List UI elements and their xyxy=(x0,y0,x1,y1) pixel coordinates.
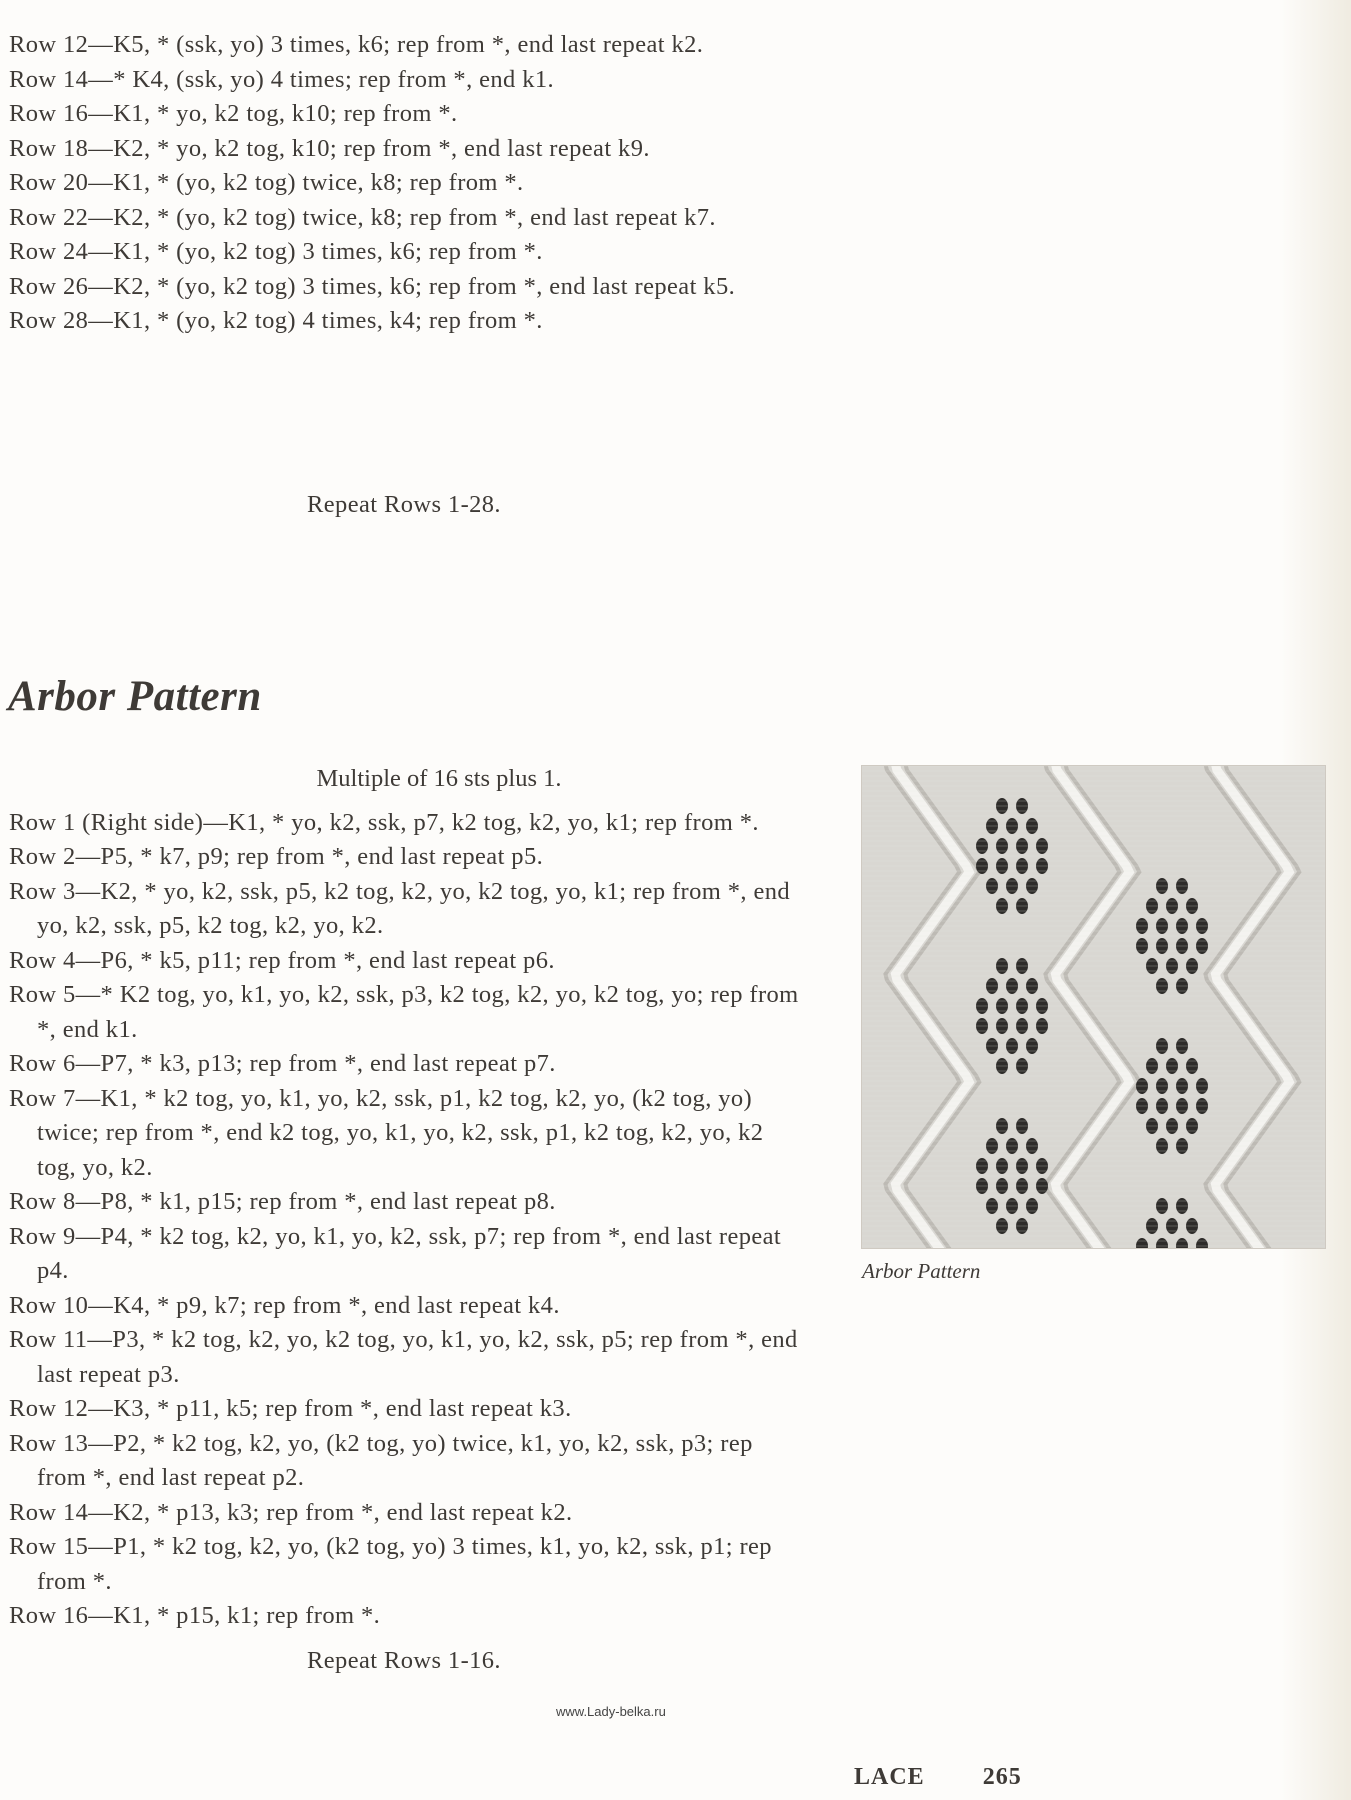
stitch-multiple: Multiple of 16 sts plus 1. xyxy=(316,765,562,792)
instruction-row: Row 8—P8, * k1, p15; rep from *, end last repeat p8. xyxy=(9,1188,556,1215)
instruction-row: Row 1 (Right side)—K1, * yo, k2, ssk, p7, k2 tog, k2, yo, k1; rep from *. xyxy=(9,808,759,836)
instruction-row: Row 14—* K4, (ssk, yo) 4 times; rep from *, end k1. xyxy=(9,65,555,93)
instruction-row: Row 7—K1, * k2 tog, yo, k1, yo, k2, ssk, p1, k2 tog, k2, yo, (k2 tog, yo) twice; rep from *, end k2 tog, yo, k1, yo, k2, ssk, p1, k2 tog, k2, yo, k2 tog, yo, k2. xyxy=(9,1084,764,1181)
instruction-row: Row 24—K1, * (yo, k2 tog) 3 times, k6; rep from *. xyxy=(9,238,543,265)
instruction-row: Row 16—K1, * yo, k2 tog, k10; rep from *. xyxy=(9,100,458,127)
footer-section-label: LACE xyxy=(854,1764,925,1790)
repeat-note: Repeat Rows 1-28. xyxy=(307,491,501,518)
instruction-row: Row 15—P1, * k2 tog, k2, yo, (k2 tog, yo) 3 times, k1, yo, k2, ssk, p1; rep from *. xyxy=(9,1533,772,1595)
instruction-row: Row 10—K4, * p9, k7; rep from *, end last repeat k4. xyxy=(9,1291,560,1319)
instruction-row: Row 22—K2, * (yo, k2 tog) twice, k8; rep from *, end last repeat k7. xyxy=(9,203,716,231)
instruction-row: Row 13—P2, * k2 tog, k2, yo, (k2 tog, yo) twice, k1, yo, k2, ssk, p3; rep from *, end last repeat p2. xyxy=(9,1429,753,1491)
page-number: 265 xyxy=(982,1764,1022,1790)
top-instructions xyxy=(9,28,799,518)
knit-swatch-image xyxy=(862,766,1325,1248)
instruction-row: Row 28—K1, * (yo, k2 tog) 4 times, k4; rep from *. xyxy=(9,307,543,334)
instruction-row: Row 6—P7, * k3, p13; rep from *, end last repeat p7. xyxy=(9,1050,556,1077)
instruction-row: Row 3—K2, * yo, k2, ssk, p5, k2 tog, k2, yo, k2 tog, yo, k1; rep from *, end yo, k2, ssk, p5, k2 tog, k2, yo, k2. xyxy=(9,877,791,939)
instruction-row: Row 26—K2, * (yo, k2 tog) 3 times, k6; rep from *, end last repeat k5. xyxy=(9,272,736,300)
instruction-row: Row 14—K2, * p13, k3; rep from *, end last repeat k2. xyxy=(9,1498,573,1526)
section-title: Arbor Pattern xyxy=(8,673,262,720)
arbor-instructions xyxy=(9,762,799,1678)
instruction-row: Row 18—K2, * yo, k2 tog, k10; rep from *, end last repeat k9. xyxy=(9,134,650,162)
instruction-row: Row 5—* K2 tog, yo, k1, yo, k2, ssk, p3, k2 tog, k2, yo, k2 tog, yo; rep from *, end k1. xyxy=(9,981,799,1043)
instruction-row: Row 2—P5, * k7, p9; rep from *, end last repeat p5. xyxy=(9,843,544,870)
instruction-row: Row 12—K5, * (ssk, yo) 3 times, k6; rep from *, end last repeat k2. xyxy=(9,31,704,58)
arbor-swatch-photo xyxy=(861,765,1326,1249)
instruction-row: Row 9—P4, * k2 tog, k2, yo, k1, yo, k2, ssk, p7; rep from *, end last repeat p4. xyxy=(9,1222,782,1284)
watermark: www.Lady-belka.ru xyxy=(556,1704,666,1719)
photo-caption: Arbor Pattern xyxy=(862,1259,981,1283)
page-footer xyxy=(854,1764,1022,1791)
instruction-row: Row 4—P6, * k5, p11; rep from *, end last repeat p6. xyxy=(9,946,555,974)
instruction-row: Row 11—P3, * k2 tog, k2, yo, k2 tog, yo, k1, yo, k2, ssk, p5; rep from *, end last repeat p3. xyxy=(9,1326,798,1388)
instruction-row: Row 20—K1, * (yo, k2 tog) twice, k8; rep from *. xyxy=(9,169,524,196)
instruction-row: Row 12—K3, * p11, k5; rep from *, end last repeat k3. xyxy=(9,1395,572,1422)
repeat-note: Repeat Rows 1-16. xyxy=(307,1646,501,1674)
instruction-row: Row 16—K1, * p15, k1; rep from *. xyxy=(9,1602,381,1629)
